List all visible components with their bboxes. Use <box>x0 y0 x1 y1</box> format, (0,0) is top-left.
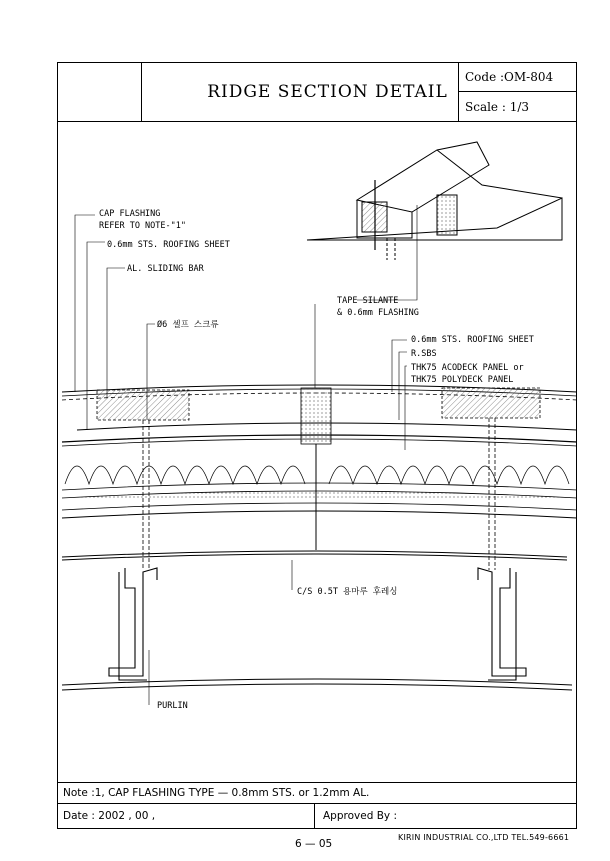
label-screw: Ø6 셀프 스크류 <box>157 320 219 330</box>
code-scale-box <box>458 63 577 121</box>
label-tape-silante-flashing: & 0.6mm FLASHING <box>337 308 419 318</box>
label-purlin: PURLIN <box>157 701 188 711</box>
company-info: KIRIN INDUSTRIAL CO.,LTD TEL.549-6661 <box>398 833 570 842</box>
note-line: Note :1, CAP FLASHING TYPE — 0.8mm STS. or 1.2mm AL. <box>58 782 576 804</box>
label-roofing-sheet-top: 0.6mm STS. ROOFING SHEET <box>107 240 230 250</box>
footer-row <box>58 804 576 828</box>
roof-layers <box>62 385 577 518</box>
isometric-inset <box>307 142 562 260</box>
purlins <box>109 568 526 680</box>
date-field: Date : 2002 , 00 , <box>63 810 156 822</box>
label-panel-2: THK75 POLYDECK PANEL <box>411 375 514 385</box>
insulation-panel <box>65 466 569 484</box>
title-left-cell <box>58 63 142 121</box>
label-roofing-sheet-right: 0.6mm STS. ROOFING SHEET <box>411 335 534 345</box>
label-rsbs: R.SBS <box>411 349 437 359</box>
bottom-arc <box>62 679 572 690</box>
title-block <box>58 63 576 122</box>
label-sliding-bar: AL. SLIDING BAR <box>127 264 204 274</box>
label-cap-flashing-note: REFER TO NOTE-"1" <box>99 221 186 231</box>
drawing-scale: Scale : 1/3 <box>465 99 530 114</box>
label-cap-flashing: CAP FLASHING <box>99 209 161 219</box>
leader-lines <box>75 205 417 705</box>
cs-flashing <box>62 551 567 560</box>
drawing-title: RIDGE SECTION DETAIL <box>207 82 448 102</box>
page-number: 6 — 05 <box>295 838 333 850</box>
label-panel-1: THK75 ACODECK PANEL or <box>411 363 524 373</box>
drawing-code: Code :OM-804 <box>459 63 577 92</box>
label-cs-flashing: C/S 0.5T 용마루 후레싱 <box>297 587 398 597</box>
label-tape-silante: TAPE SILANTE <box>337 296 399 306</box>
ridge-section-drawing <box>57 120 577 718</box>
approved-by-field: Approved By : <box>314 804 573 828</box>
